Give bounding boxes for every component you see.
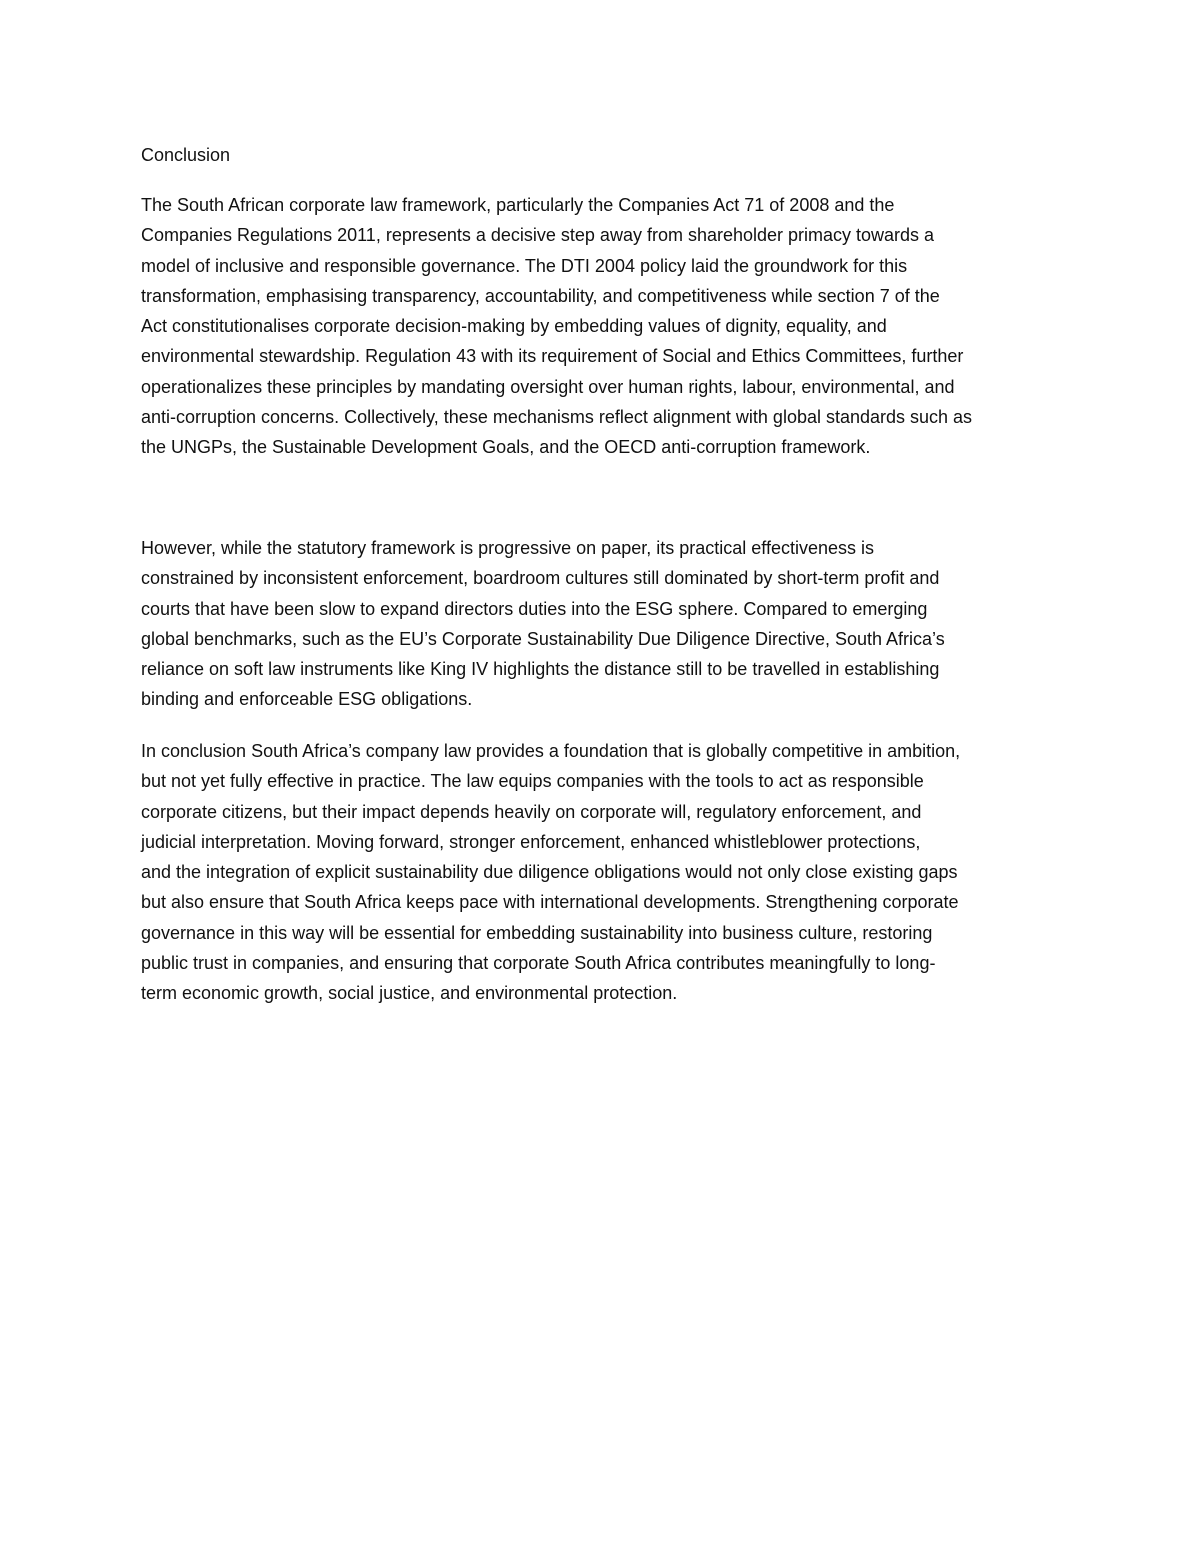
paragraph-line: anti-corruption concerns. Collectively, these mechanisms reflect alignment with global standards such as	[141, 407, 973, 428]
paragraph-line: model of inclusive and responsible governance. The DTI 2004 policy laid the groundwork for this	[141, 255, 908, 276]
paragraph-line: judicial interpretation. Moving forward, stronger enforcement, enhanced whistleblower protections,	[141, 831, 921, 852]
paragraph-line: public trust in companies, and ensuring that corporate South Africa contributes meaningfully to long-	[141, 953, 936, 974]
paragraph-line: but also ensure that South Africa keeps pace with international developments. Strengthening corporate	[141, 892, 959, 913]
paragraph-line: and the integration of explicit sustainability due diligence obligations would not only close existing gaps	[141, 862, 958, 883]
section-heading: Conclusion	[141, 145, 231, 165]
paragraph-line: transformation, emphasising transparency, accountability, and competitiveness while section 7 of the	[141, 285, 940, 306]
paragraph-3	[141, 736, 1066, 1009]
paragraph-line: operationalizes these principles by mandating oversight over human rights, labour, environmental, and	[141, 376, 955, 397]
paragraph-line: the UNGPs, the Sustainable Development Goals, and the OECD anti-corruption framework.	[141, 437, 871, 458]
paragraph-line: Companies Regulations 2011, represents a decisive step away from shareholder primacy towards a	[141, 225, 935, 246]
paragraph-line: Act constitutionalises corporate decision-making by embedding values of dignity, equality, and	[141, 316, 887, 337]
paragraph-line: global benchmarks, such as the EU’s Corporate Sustainability Due Diligence Directive, South Africa’s	[141, 628, 945, 649]
paragraph-line: In conclusion South Africa’s company law provides a foundation that is globally competitive in ambition,	[141, 741, 961, 761]
paragraph-line: governance in this way will be essential for embedding sustainability into business culture, restoring	[141, 922, 933, 943]
paragraph-line: binding and enforceable ESG obligations.	[141, 689, 473, 710]
paragraph-2	[141, 533, 1066, 715]
paragraph-line: environmental stewardship. Regulation 43 with its requirement of Social and Ethics Committees, further	[141, 346, 964, 367]
paragraph-line: constrained by inconsistent enforcement, boardroom cultures still dominated by short-term profit and	[141, 568, 940, 589]
paragraph-line: courts that have been slow to expand directors duties into the ESG sphere. Compared to emerging	[141, 598, 928, 619]
paragraph-line: term economic growth, social justice, and environmental protection.	[141, 983, 678, 1004]
paragraph-line: However, while the statutory framework is progressive on paper, its practical effectiveness is	[141, 538, 874, 558]
paragraph-line: The South African corporate law framework, particularly the Companies Act 71 of 2008 and the	[141, 195, 895, 215]
paragraph-line: reliance on soft law instruments like King IV highlights the distance still to be travelled in establishing	[141, 659, 940, 680]
paragraph-line: corporate citizens, but their impact depends heavily on corporate will, regulatory enforcement, and	[141, 801, 922, 822]
paragraph-line: but not yet fully effective in practice. The law equips companies with the tools to act as responsible	[141, 771, 924, 792]
paragraph-1	[141, 190, 1066, 463]
